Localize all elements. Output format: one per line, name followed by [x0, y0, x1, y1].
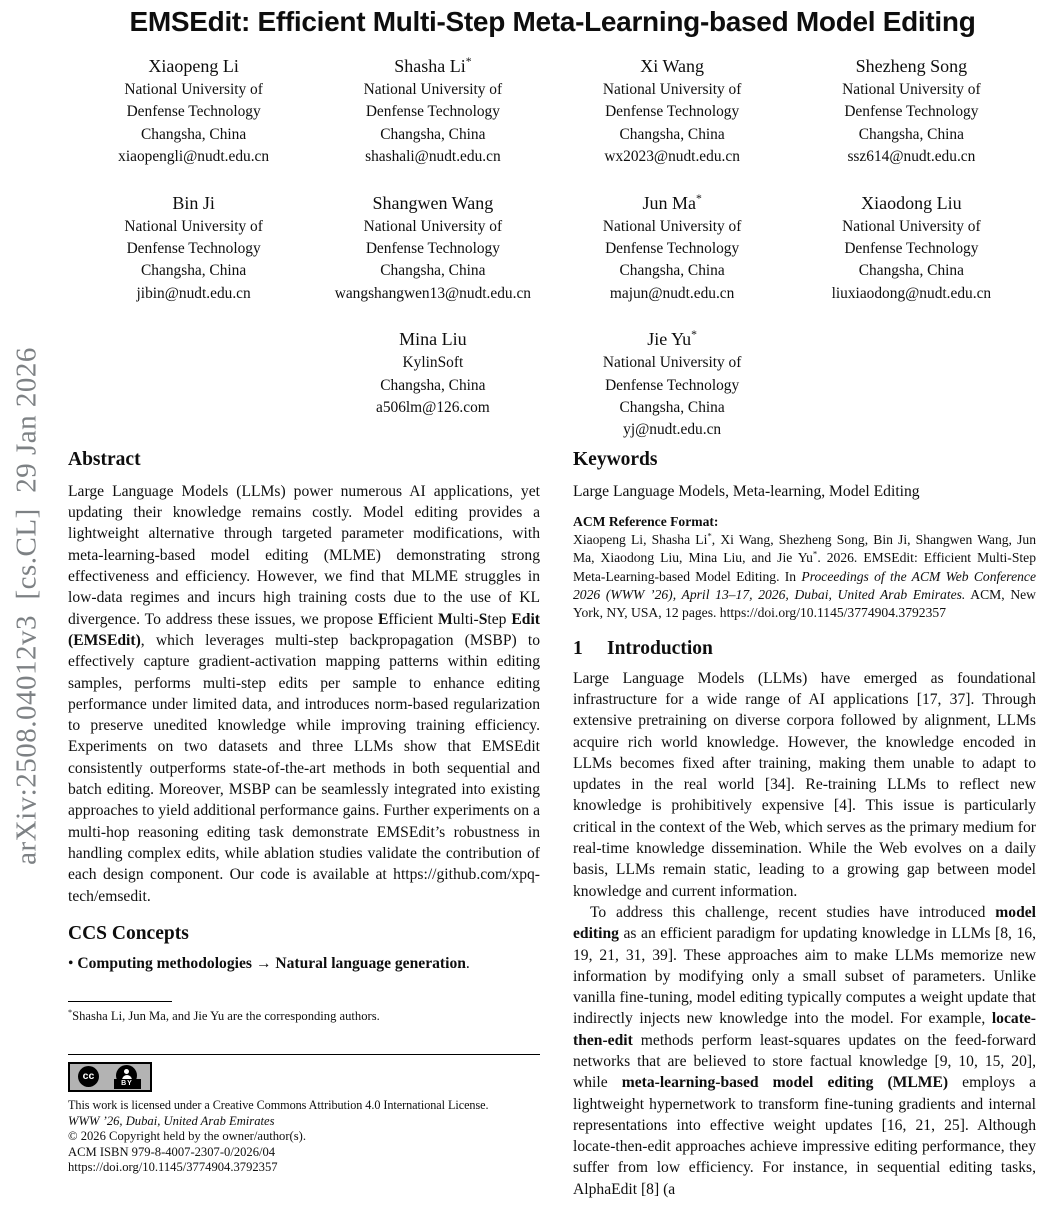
keywords-heading: Keywords — [573, 448, 658, 470]
acm-ref-text — [573, 531, 1036, 622]
author-email: yj@nudt.edu.cn — [623, 421, 722, 439]
author-affiliation: National University of — [602, 354, 742, 372]
author-affiliation: Denfense Technology — [365, 103, 500, 121]
author-city: Changsha, China — [858, 262, 964, 280]
author-affiliation: Denfense Technology — [126, 103, 261, 121]
author-affiliation: Denfense Technology — [605, 103, 740, 121]
text-segment: employs a lightweight hypernetwork to transform fine-tuning gradients and internal representations into effective weight updates [16, 21, 25]. Although locate-then-edit approaches achieve impressive editing performance, they suffer from low efficiency. For instance, in sequential editing tasks, AlphaEdit [8] (a — [573, 1074, 1037, 1198]
corresponding-mark: * — [695, 191, 702, 205]
author-affiliation: National University of — [842, 81, 981, 98]
author-email: a506lm@126.com — [375, 399, 490, 417]
author-email: liuxiaodong@nudt.edu.cn — [831, 284, 992, 302]
author-card — [74, 191, 313, 306]
text-segment: . 2026. EMSEdit: Efficient Multi-Step Meta-Learning-based Model Editing. In — [573, 550, 1036, 584]
author-email: wx2023@nudt.edu.cn — [604, 148, 740, 166]
author-affiliation: Denfense Technology — [365, 240, 500, 258]
author-affiliation: Denfense Technology — [126, 240, 261, 258]
text-segment-bold: M — [438, 610, 453, 628]
author-city: Changsha, China — [380, 262, 486, 280]
text-segment: To address this challenge, recent studies have introduced — [590, 903, 996, 921]
text-segment: methods perform least-squares updates on the feed-forward networks that are believed to store factual knowledge [9, 10, 15, 20], while — [573, 1031, 1036, 1092]
text-segment: . — [146, 887, 151, 905]
ccs-concepts-line — [68, 953, 540, 974]
author-card — [792, 191, 1031, 306]
section-number: 1 — [573, 637, 583, 659]
author-name: Xiaopeng Li — [148, 56, 239, 76]
author-card — [313, 54, 552, 169]
text-segment: as an efficient paradigm for updating knowledge in LLMs [8, 16, 19, 21, 31, 39]. These approaches aim to make LLMs memorize new information by modifying only a small subset of parameters. Unlike vanilla fine-tuning, model editing typically computes a weight update that indirectly injects new knowledge into the model. For example, — [573, 925, 1036, 1028]
text-segment: fficient — [388, 610, 439, 628]
term-locate-then-edit: locate-then-edit — [573, 1010, 1036, 1049]
author-affiliation: Denfense Technology — [605, 240, 740, 258]
conference-line: WWW ’26, Dubai, United Arab Emirates — [68, 1113, 275, 1128]
text-segment: ACM, New York, NY, USA, 12 pages. — [573, 587, 1036, 621]
author-email: majun@nudt.edu.cn — [609, 284, 735, 302]
intro-paragraph-1: Large Language Models (LLMs) have emerged as foundational infrastructure for a wide range of AI applications [17, 37]. Through extensive pretraining on diverse corpora followed by alignment, LLMs acquire rich world knowledge. However, the knowledge encoded in LLMs becomes fixed after training, making them unable to adapt to updates in the real world [34]. Re-training LLMs to reflect new knowledge is prohibitively expensive [4]. This issue is particularly critical in the context of the Web, which serves as the primary medium for real-time knowledge dissemination. While the Web evolves on a daily basis, LLMs remain static, leading to a growing gap between model knowledge and current information. — [573, 669, 1036, 900]
copyright-line: © 2026 Copyright held by the owner/author(s). — [68, 1129, 306, 1144]
cc-by-badge[interactable] — [68, 1062, 152, 1092]
text-segment-bold: S — [478, 610, 488, 628]
text-segment: tep — [487, 610, 512, 628]
author-city: Changsha, China — [619, 125, 725, 143]
right-column — [573, 448, 1036, 1200]
author-name: Jie Yu* — [647, 328, 697, 350]
author-affiliation: KylinSoft — [402, 354, 464, 372]
asterisk-mark: * — [68, 1007, 73, 1017]
corresponding-author-footnote — [68, 1001, 540, 1024]
author-name: Shezheng Song — [855, 56, 968, 76]
author-card — [74, 54, 313, 169]
author-affiliation: National University of — [363, 81, 503, 98]
text-segment-bold: Edit (EMSEdit) — [68, 610, 541, 649]
license-statement: This work is licensed under a Creative Commons Attribution 4.0 International License. — [68, 1098, 489, 1113]
author-affiliation: National University of — [124, 81, 263, 98]
author-city: Changsha, China — [858, 125, 964, 143]
term-mlme: meta-learning-based model editing (MLME) — [621, 1074, 949, 1092]
arrow-glyph: → — [251, 954, 276, 972]
footnote-text: *Shasha Li, Jun Ma, and Jie Yu are the corresponding authors. — [68, 1007, 380, 1024]
term-model-editing: model editing — [573, 903, 1036, 943]
author-affiliation: National University of — [363, 217, 503, 235]
text-segment: , which leverages multi-step backpropagation (MSBP) to effectively capture gradient-activation mapping patterns within editing samples, performs multi-step edits per sample to enhance editing performance under limited data, and introduces norm-based regularization to preserve unedited knowledge while improving training efficiency. Experiments on two datasets and three LLMs show that EMSEdit consistently outperforms state-of-the-art methods in both sequential and batch editing. Moreover, MSBP can be seamlessly integrated into existing approaches to yield additional performance gains. Further experiments on a multi-hop reasoning editing task demonstrate EMSEdit’s robustness in handling complex edits, while ablation studies validate the contribution of each design component. Our code is available at — [68, 631, 540, 884]
keywords-text: Large Language Models, Meta-learning, Model Editing — [573, 482, 920, 500]
text-segment: . — [465, 954, 470, 972]
author-affiliation: National University of — [602, 217, 742, 235]
license-block — [68, 1054, 540, 1176]
footnote-rule — [68, 1001, 172, 1002]
author-card — [553, 327, 792, 442]
acm-ref-heading: ACM Reference Format: — [573, 514, 719, 530]
author-email: wangshangwen13@nudt.edu.cn — [334, 284, 531, 302]
ccs-subcategory: Natural language generation — [275, 954, 466, 972]
author-card — [313, 327, 552, 442]
author-card — [553, 54, 792, 169]
author-affiliation: National University of — [842, 217, 981, 235]
abstract-heading: Abstract — [68, 448, 141, 470]
author-name: Xi Wang — [640, 56, 704, 76]
doi-link[interactable]: https://doi.org/10.1145/3774904.3792357 — [719, 605, 946, 621]
author-city: Changsha, China — [619, 399, 725, 417]
author-email: ssz614@nudt.edu.cn — [847, 148, 976, 166]
author-name: Jun Ma* — [642, 191, 702, 213]
text-segment: Xiaopeng Li, Shasha Li — [573, 532, 708, 548]
corresponding-mark: * — [465, 55, 472, 68]
cc-by-label: BY — [114, 1079, 141, 1089]
author-card — [313, 191, 552, 306]
author-city: Changsha, China — [380, 376, 486, 394]
asterisk-mark: * — [707, 530, 712, 541]
author-email: shashali@nudt.edu.cn — [365, 148, 501, 166]
paper-content — [0, 6, 1037, 1200]
author-name: Xiaodong Liu — [861, 192, 962, 213]
isbn-line: ACM ISBN 979-8-4007-2307-0/2026/04 — [68, 1144, 276, 1159]
author-city: Changsha, China — [141, 262, 247, 280]
authors-block — [68, 54, 1037, 442]
cc-logo-icon: cc — [78, 1066, 99, 1087]
arxiv-watermark: arXiv:2508.04012v3 [cs.CL] 29 Jan 2026 — [10, 347, 43, 865]
author-name: Bin Ji — [172, 192, 215, 213]
text-segment: , Xi Wang, Shezheng Song, Bin Ji, Shangwen Wang, Jun Ma, Xiaodong Liu, Mina Liu, and Jie Yu — [573, 532, 1036, 566]
author-name: Shasha Li* — [394, 55, 472, 76]
author-city: Changsha, China — [619, 262, 725, 280]
author-city: Changsha, China — [380, 125, 486, 143]
asterisk-mark: * — [812, 548, 818, 559]
two-column-body — [68, 448, 1037, 1200]
author-city: Changsha, China — [141, 125, 247, 143]
ccs-heading: CCS Concepts — [68, 922, 189, 944]
author-affiliation: Denfense Technology — [844, 103, 979, 121]
ccs-category: Computing methodologies — [77, 954, 252, 972]
doi-link[interactable]: https://doi.org/10.1145/3774904.3792357 — [68, 1160, 278, 1175]
text-segment-bold: E — [377, 610, 389, 628]
corresponding-mark: * — [691, 328, 697, 342]
author-card — [792, 54, 1031, 169]
author-affiliation: National University of — [602, 81, 742, 98]
code-repo-link[interactable]: https://github.com/xpq-tech/emsedit — [68, 866, 540, 905]
bullet: • — [68, 954, 78, 972]
author-card — [553, 191, 792, 306]
page-title: EMSEdit: Efficient Multi-Step Meta-Learning-based Model Editing — [129, 6, 976, 37]
introduction-heading — [573, 636, 1036, 661]
left-column — [68, 448, 540, 1200]
author-name: Mina Liu — [399, 329, 467, 350]
text-segment: Large Language Models (LLMs) power numerous AI applications, yet updating their knowledge remains costly. Model editing provides a lightweight alternative through targeted parameter modifications, with meta-learning-based model editing (MLME) demonstrating strong effectiveness and efficiency. However, we find that MLME struggles in low-data regimes and incurs high training costs due to the use of KL divergence. To address these issues, we propose — [68, 482, 540, 628]
author-affiliation: National University of — [124, 217, 263, 235]
author-email: xiaopengli@nudt.edu.cn — [118, 148, 270, 166]
section-title: Introduction — [607, 637, 713, 659]
intro-paragraph-2 — [573, 902, 1036, 1200]
author-affiliation: Denfense Technology — [605, 376, 740, 394]
author-name: Shangwen Wang — [372, 192, 494, 213]
text-segment: ulti- — [452, 610, 479, 628]
author-email: jibin@nudt.edu.cn — [136, 284, 251, 302]
proceedings-title: Proceedings of the ACM Web Conference 2026 (WWW ’26), April 13–17, 2026, Dubai, United Arab Emirates. — [573, 568, 1036, 603]
paper-page — [0, 6, 1037, 1206]
author-affiliation: Denfense Technology — [844, 240, 979, 258]
abstract-text — [68, 481, 540, 907]
